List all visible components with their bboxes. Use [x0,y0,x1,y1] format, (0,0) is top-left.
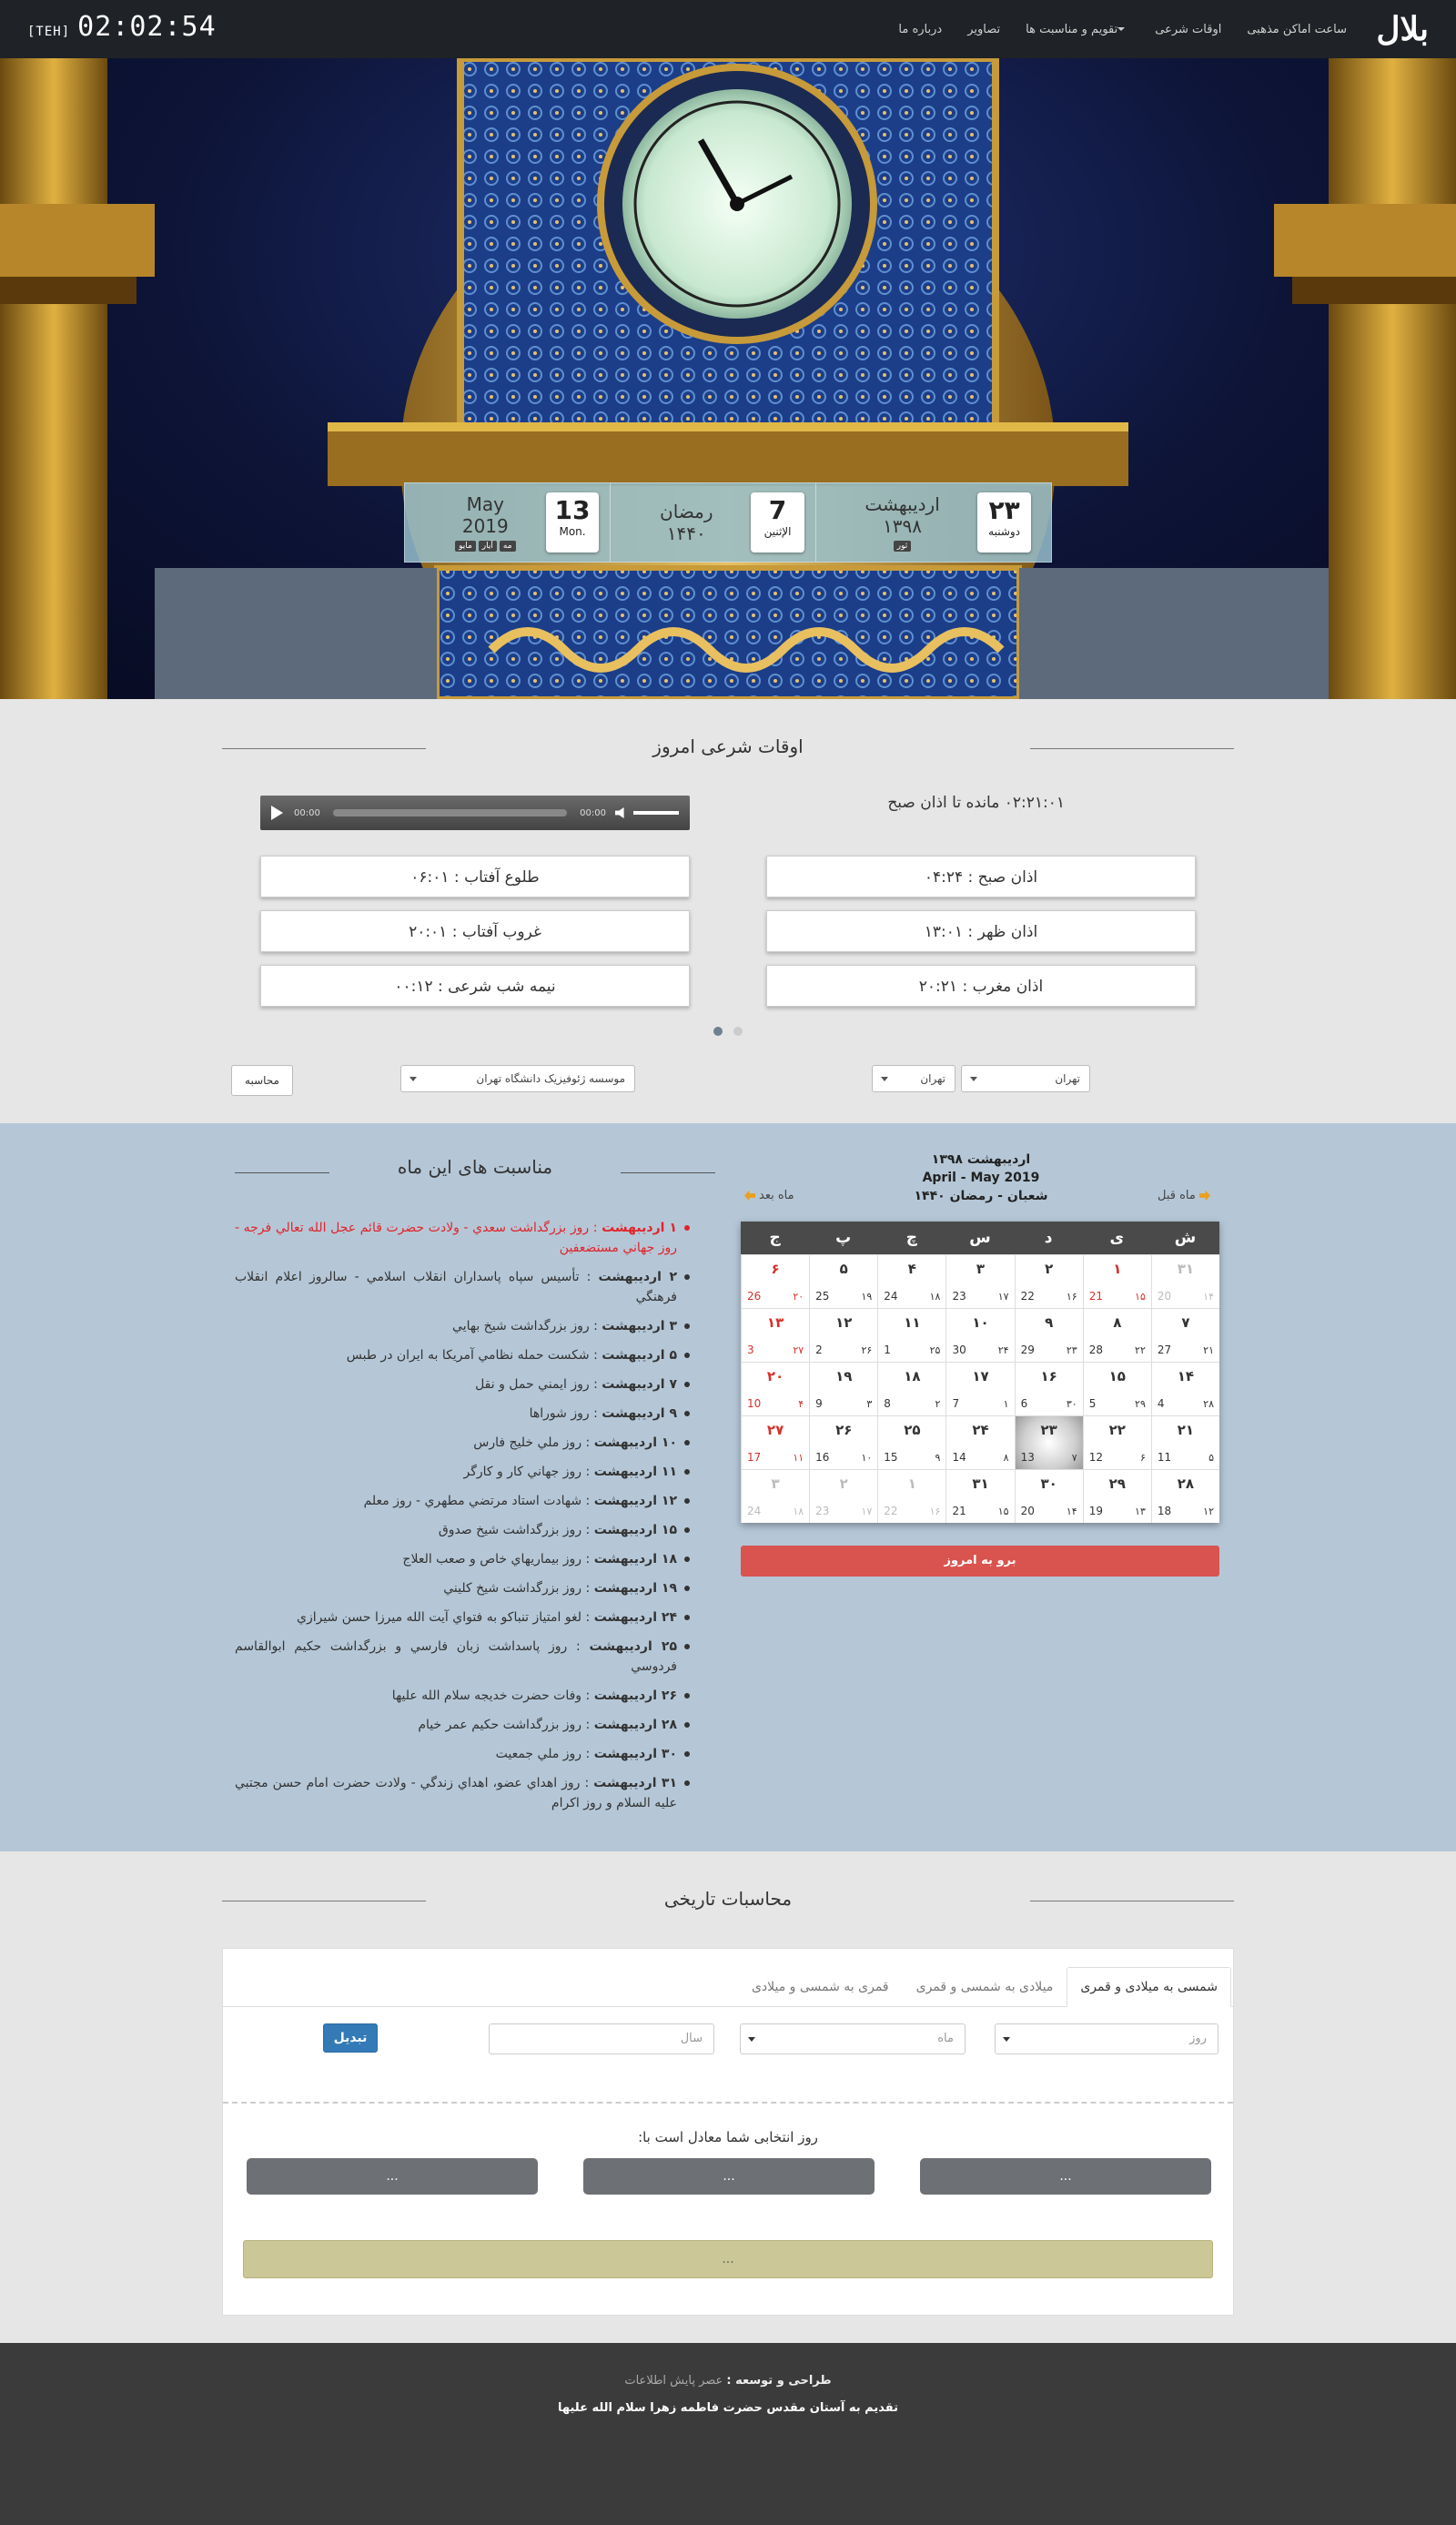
result-shamsi: ... [920,2158,1211,2195]
clock-timezone: [TEH] [27,25,71,39]
converter-tabs [223,1967,1233,2007]
tab-shamsi-to-others[interactable]: شمسی به میلادی و قمری [1067,1967,1231,2007]
method-select[interactable]: موسسه ژئوفيزيک دانشگاه تهران [400,1065,635,1092]
calendar-day[interactable]: ۲۰ 10 ۴ [741,1363,809,1415]
carousel-dot[interactable] [713,1027,723,1036]
adhan-countdown: ۰۲:۲۱:۰۱ مانده تا اذان صبح [887,794,1065,812]
occasion-item: ۲۴ اردیبهشت : لغو امتياز تنباکو به فتواي آيت الله ميرزا حسن شيرازي [235,1607,690,1628]
occasion-item: ۱۵ اردیبهشت : روز بزرگداشت شيخ صدوق [235,1520,690,1540]
time-dhuhr: اذان ظهر : ۱۳:۰۱ [766,910,1196,952]
menu-item-pictures[interactable]: تصاویر [967,22,1001,36]
city-select[interactable]: تهران [872,1065,956,1092]
month-tag: مايو [455,541,476,552]
calendar-day[interactable]: ۷ 27 ۲۱ [1151,1309,1219,1362]
occasion-item: ۲ اردیبهشت : تأسيس سپاه پاسداران انقلاب اسلامي - سالروز اعلام انقلاب فرهنگي [235,1267,690,1307]
occasion-item: ۳۰ اردیبهشت : روز ملي جمعيت [235,1744,690,1764]
occasions-title: مناسبت های این ماه [235,1156,715,1189]
menu-item-religious-clock[interactable]: ساعت اماکن مذهبی [1247,22,1347,36]
calendar-day[interactable]: ۹ 29 ۲۳ [1015,1309,1083,1362]
navbar [0,0,1456,58]
hero-banner [0,58,1456,699]
occasion-item: ۱ اردیبهشت : روز بزرگداشت سعدي - ولادت حضرت قائم عجل الله تعالي فرجه - روز جهاني مستضعفين [235,1218,690,1258]
calendar-day[interactable]: ۱۳ 3 ۲۷ [741,1309,809,1362]
calendar-day[interactable]: ۱۲ 2 ۲۶ [809,1309,877,1362]
calendar-day[interactable]: ۲۷ 17 ۱۱ [741,1416,809,1469]
chevron-down-icon [410,1077,417,1081]
calendar-day[interactable]: ۲۹ 19 ۱۳ [1083,1470,1151,1523]
footer [0,2343,1456,2525]
shamsi-date [815,483,1042,562]
occasion-item: ۱۸ اردیبهشت : روز بيماريهاي خاص و صعب العلاج [235,1549,690,1569]
prayer-section-title: اوقات شرعی امروز [222,730,1234,766]
occasion-item: ۱۱ اردیبهشت : روز جهاني کار و کارگر [235,1462,690,1482]
menu-item-calendar[interactable]: تقویم و مناسبت ها [1026,23,1129,36]
chevron-down-icon [970,1077,977,1081]
convert-button[interactable]: تبدیل [323,2023,378,2053]
occasions-list [235,1218,690,1822]
calendar-week [741,1469,1219,1523]
calendar-day[interactable]: ۲ 23 ۱۷ [809,1470,877,1523]
occasion-item: ۱۲ اردیبهشت : شهادت استاد مرتضي مطهري - روز معلم [235,1491,690,1511]
equivalent-label: روز انتخابی شما معادل است با: [638,2129,818,2145]
calendar-day[interactable]: ۵ 25 ۱۹ [809,1255,877,1308]
site-logo[interactable]: بلال [1376,10,1429,48]
tab-hijri-to-others[interactable]: قمری به شمسی و میلادی [751,1980,889,1994]
gregorian-date [414,483,610,562]
arrow-left-icon [744,1191,755,1202]
occasion-item: ۵ اردیبهشت : شکست حمله نظامي آمريکا به ايران در طبس [235,1345,690,1365]
volume-icon[interactable] [615,807,626,818]
chevron-down-icon [1003,2037,1010,2042]
audio-current-time: 00:00 [294,807,320,818]
calendar-day[interactable]: ۱ 21 ۱۵ [1083,1255,1151,1308]
developer-link[interactable]: عصر پایش اطلاعات [624,2374,723,2388]
time-sunrise: طلوع آفتاب : ۰۶:۰۱ [260,856,690,897]
result-summary: ... [243,2240,1213,2278]
calendar-week [741,1308,1219,1362]
month-tag: ثور [894,541,912,552]
tab-gregorian-to-others[interactable]: میلادی به شمسی و قمری [915,1980,1054,1994]
calendar-day[interactable]: ۱۵ 5 ۲۹ [1083,1363,1151,1415]
calc-section-title: محاسبات تاریخی [222,1882,1234,1919]
prev-month-link[interactable]: ماه قبل [1158,1189,1210,1202]
audio-progress-bar[interactable] [333,809,567,816]
shrine-clock-illustration [0,58,1456,699]
calendar-day[interactable]: ۳۰ 20 ۱۴ [1015,1470,1083,1523]
calendar-day[interactable]: ۱۹ 9 ۳ [809,1363,877,1415]
month-select[interactable]: ماه [740,2023,966,2054]
occasion-item: ۲۸ اردیبهشت : روز بزرگداشت حکيم عمر خيام [235,1715,690,1735]
month-tag: آيار [479,541,497,552]
calendar-day[interactable]: ۱ 22 ۱۶ [877,1470,945,1523]
next-month-link[interactable]: ماه بعد [744,1189,794,1202]
date-strip [404,482,1052,563]
calendar-day[interactable]: ۱۶ 6 ۳۰ [1015,1363,1083,1415]
day-select[interactable]: روز [995,2023,1218,2054]
hijri-date [610,483,815,562]
calendar-day[interactable]: ۲۴ 14 ۸ [945,1416,1014,1469]
occasion-item: ۹ اردیبهشت : روز شوراها [235,1404,690,1424]
occasion-item: ۱۰ اردیبهشت : روز ملي خليج فارس [235,1433,690,1453]
go-today-button[interactable]: برو به امروز [741,1546,1219,1577]
menu-item-prayer-times[interactable]: اوقات شرعی [1155,22,1222,36]
calendar-day[interactable]: ۲۵ 15 ۹ [877,1416,945,1469]
shamsi-day-box: ۲۳ دوشنبه [977,492,1031,553]
calendar-day[interactable]: ۳ 23 ۱۷ [945,1255,1014,1308]
play-icon[interactable] [271,806,283,820]
calendar-day-today[interactable]: ۲۳ 13 ۷ [1015,1416,1083,1469]
occasion-item: ۳۱ اردیبهشت : روز اهداي عضو، اهداي زندگي - ولادت حضرت امام حسن مجتبي عليه السلام و روز اکرام [235,1773,690,1813]
calendar-day[interactable]: ۱۸ 8 ۲ [877,1363,945,1415]
occasion-item: ۳ اردیبهشت : روز بزرگداشت شيخ بهايي [235,1316,690,1336]
footer-dedication: تقدیم به آستان مقدس حضرت فاطمه زهرا سلام الله علیها [558,2401,898,2415]
result-gregorian: ... [583,2158,875,2195]
date-converter-card [222,1948,1234,2316]
calendar-day[interactable]: ۳۱ 20 ۱۴ [1151,1255,1219,1308]
calendar-weekdays: ش ی د س چ پ ج [741,1222,1219,1254]
calculate-button[interactable]: محاسبه [231,1065,293,1096]
carousel-dot[interactable] [733,1027,743,1036]
calendar-day[interactable]: ۲۸ 18 ۱۲ [1151,1470,1219,1523]
province-select[interactable]: تهران [961,1065,1090,1092]
calendar-day[interactable]: ۲ 22 ۱۶ [1015,1255,1083,1308]
calendar-day[interactable]: ۱۱ 1 ۲۵ [877,1309,945,1362]
carousel-dots [713,1027,743,1036]
audio-duration: 00:00 [580,807,606,818]
gregorian-day-box: 13 Mon. [546,492,600,553]
adhan-audio-player[interactable] [260,796,690,830]
month-tag: مه [500,541,516,552]
footer-credits: طراحی و توسعه : عصر پایش اطلاعات [624,2374,832,2388]
result-hijri: ... [247,2158,538,2195]
calendar-day[interactable]: ۸ 28 ۲۲ [1083,1309,1151,1362]
time-sunset: غروب آفتاب : ۲۰:۰۱ [260,910,690,952]
calendar-header: اردیبهشت ۱۳۹۸ April - May 2019 شعبان - رمضان ۱۴۴۰ [914,1152,1048,1203]
shamsi-month-info: اردیبهشت ۱۳۹۸ ثور [864,493,940,551]
calendar-day[interactable]: ۶ 26 ۲۰ [741,1255,809,1308]
calendar-day[interactable]: ۲۱ 11 ۵ [1151,1416,1219,1469]
calendar-week [741,1254,1219,1308]
calendar-section [0,1123,1456,1851]
calendar-day[interactable]: ۴ 24 ۱۸ [877,1255,945,1308]
calendar-day[interactable]: ۳ 24 ۱۸ [741,1470,809,1523]
dashed-divider [223,2102,1233,2104]
calendar-week [741,1415,1219,1469]
time-fajr: اذان صبح : ۰۴:۲۴ [766,856,1196,897]
digital-clock [27,11,217,43]
chevron-down-icon [748,2037,755,2042]
volume-slider[interactable] [633,811,679,815]
occasion-item: ۲۶ اردیبهشت : وفات حضرت خديجه سلام الله عليها [235,1686,690,1706]
clock-time: 02:02:54 [77,11,217,43]
main-menu [873,0,1347,58]
time-maghrib: اذان مغرب : ۲۰:۲۱ [766,965,1196,1007]
chevron-down-icon [881,1077,888,1081]
calendar-grid [741,1254,1219,1523]
menu-item-about[interactable]: درباره ما [898,22,943,36]
calendar-day[interactable]: ۳۱ 21 ۱۵ [945,1470,1014,1523]
calendar-day[interactable]: ۲۶ 16 ۱۰ [809,1416,877,1469]
hijri-day-box: 7 الإثنين [751,492,804,553]
calendar-day[interactable]: ۱۷ 7 ۱ [945,1363,1014,1415]
calendar-week [741,1362,1219,1415]
gregorian-month-info: May 2019 مايو آيار مه [425,493,546,552]
year-input[interactable]: سال [489,2023,714,2054]
arrow-right-icon [1199,1191,1210,1202]
occasion-item: ۷ اردیبهشت : روز ايمني حمل و نقل [235,1374,690,1394]
month-calendar [741,1222,1219,1523]
occasion-item: ۲۵ اردیبهشت : روز پاسداشت زبان فارسي و بزرگداشت حکيم ابوالقاسم فردوسي [235,1637,690,1677]
time-midnight: نیمه شب شرعی : ۰۰:۱۲ [260,965,690,1007]
calendar-day[interactable]: ۱۴ 4 ۲۸ [1151,1363,1219,1415]
calendar-day[interactable]: ۱۰ 30 ۲۴ [945,1309,1014,1362]
hijri-month-info: رمضان ۱۴۴۰ [660,501,713,544]
occasion-item: ۱۹ اردیبهشت : روز بزرگداشت شيخ کليني [235,1578,690,1598]
calendar-day[interactable]: ۲۲ 12 ۶ [1083,1416,1151,1469]
caret-down-icon [1117,27,1125,31]
